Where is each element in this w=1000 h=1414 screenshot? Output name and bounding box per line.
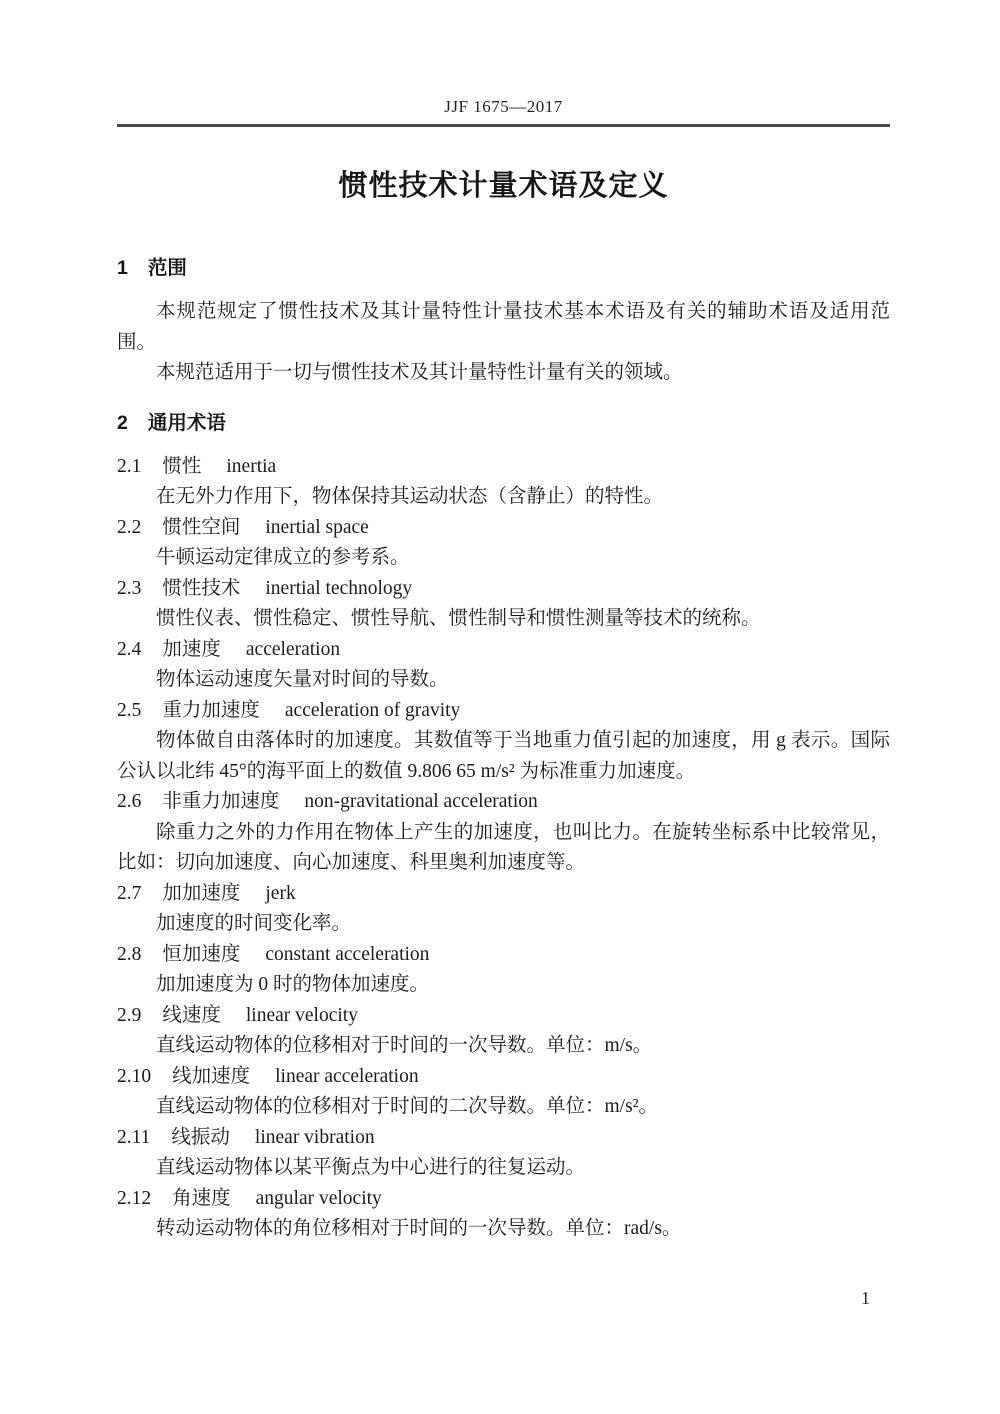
page-number: 1 <box>861 1288 870 1308</box>
term-definition: 直线运动物体以某平衡点为中心进行的往复运动。 <box>156 1157 586 1178</box>
term-heading <box>117 452 890 483</box>
term-chinese: 重力加速度 <box>162 699 260 721</box>
scope-body <box>117 297 890 389</box>
term-entry <box>117 635 890 696</box>
term-definition: 牛顿运动定律成立的参考系。 <box>156 547 410 568</box>
header-rule-divider <box>117 124 890 127</box>
term-number: 2.1 <box>117 455 142 477</box>
term-heading <box>117 787 890 818</box>
term-number: 2.11 <box>117 1126 151 1148</box>
term-number: 2.6 <box>117 791 142 812</box>
term-english: acceleration of gravity <box>284 699 461 721</box>
term-entry <box>117 1062 890 1123</box>
term-heading <box>117 574 890 605</box>
term-english: non-gravitational acceleration <box>304 791 538 812</box>
term-definition: 物体做自由落体时的加速度。其数值等于当地重力值引起的加速度，用 g 表示。国际公认以北纬 45°的海平面上的数值 9.806 65 m/s² 为标准重力加速度。 <box>117 730 890 782</box>
term-english: angular velocity <box>255 1187 382 1209</box>
section-title: 通用术语 <box>147 411 226 434</box>
term-heading <box>117 696 890 727</box>
term-heading <box>117 879 890 910</box>
term-entry <box>117 1184 890 1245</box>
term-entry <box>117 940 890 1001</box>
term-heading <box>117 635 890 666</box>
term-number: 2.3 <box>117 577 142 599</box>
term-chinese: 惯性 <box>162 455 202 477</box>
term-chinese: 线加速度 <box>172 1065 251 1087</box>
term-heading <box>117 1062 890 1093</box>
term-definition: 直线运动物体的位移相对于时间的二次导数。单位：m/s²。 <box>156 1096 659 1117</box>
term-number: 2.12 <box>117 1187 152 1209</box>
term-entry <box>117 574 890 635</box>
term-entry <box>117 1001 890 1062</box>
term-number: 2.2 <box>117 516 142 538</box>
term-entry <box>117 879 890 940</box>
term-entry <box>117 452 890 513</box>
term-heading <box>117 1123 890 1154</box>
scope-paragraph: 本规范适用于一切与惯性技术及其计量特性计量有关的领域。 <box>156 362 683 383</box>
term-chinese: 加速度 <box>162 638 221 660</box>
term-chinese: 惯性空间 <box>162 516 241 538</box>
term-entry <box>117 513 890 574</box>
term-heading <box>117 513 890 544</box>
section-heading-scope <box>117 255 890 281</box>
term-definition: 转动运动物体的角位移相对于时间的一次导数。单位：rad/s。 <box>156 1218 682 1239</box>
term-definition: 在无外力作用下，物体保持其运动状态（含静止）的特性。 <box>156 486 664 507</box>
term-english: jerk <box>265 882 296 904</box>
term-chinese: 惯性技术 <box>162 577 241 599</box>
term-number: 2.8 <box>117 943 142 965</box>
term-definition: 直线运动物体的位移相对于时间的一次导数。单位：m/s。 <box>156 1035 653 1056</box>
term-english: acceleration <box>245 638 341 660</box>
scope-paragraph: 本规范规定了惯性技术及其计量特性计量技术基本术语及有关的辅助术语及适用范围。 <box>117 301 890 353</box>
term-entry <box>117 787 890 879</box>
term-entry <box>117 696 890 788</box>
term-english: linear velocity <box>245 1004 358 1026</box>
term-chinese: 线振动 <box>171 1126 230 1148</box>
term-number: 2.4 <box>117 638 142 660</box>
term-number: 2.9 <box>117 1004 142 1026</box>
section-number: 2 <box>117 411 128 434</box>
term-number: 2.7 <box>117 882 142 904</box>
term-number: 2.10 <box>117 1065 152 1087</box>
standard-number-header: JJF 1675—2017 <box>444 97 563 116</box>
term-heading <box>117 1184 890 1215</box>
term-number: 2.5 <box>117 699 142 721</box>
term-english: linear acceleration <box>275 1065 419 1087</box>
term-heading <box>117 940 890 971</box>
term-english: inertial technology <box>265 577 413 599</box>
terms-list <box>117 452 890 1245</box>
term-definition: 除重力之外的力作用在物体上产生的加速度，也叫比力。在旋转坐标系中比较常见，比如：切向加速度、向心加速度、科里奥利加速度等。 <box>117 821 890 873</box>
term-chinese: 非重力加速度 <box>162 791 280 812</box>
term-chinese: 角速度 <box>172 1187 231 1209</box>
term-definition: 加速度的时间变化率。 <box>156 913 352 934</box>
term-chinese: 恒加速度 <box>162 943 241 965</box>
term-english: inertial space <box>265 516 369 538</box>
section-title: 范围 <box>147 257 187 279</box>
term-english: constant acceleration <box>265 943 430 965</box>
term-chinese: 加加速度 <box>162 882 241 904</box>
term-english: inertia <box>226 455 277 477</box>
document-title: 惯性技术计量术语及定义 <box>338 170 669 202</box>
term-heading <box>117 1001 890 1032</box>
section-heading-general-terms <box>117 410 890 436</box>
term-definition: 惯性仪表、惯性稳定、惯性导航、惯性制导和惯性测量等技术的统称。 <box>156 608 761 629</box>
term-english: linear vibration <box>254 1126 375 1148</box>
term-entry <box>117 1123 890 1184</box>
term-chinese: 线速度 <box>162 1004 221 1026</box>
term-definition: 加加速度为 0 时的物体加速度。 <box>156 974 430 995</box>
term-definition: 物体运动速度矢量对时间的导数。 <box>156 669 449 690</box>
section-number: 1 <box>117 257 128 279</box>
